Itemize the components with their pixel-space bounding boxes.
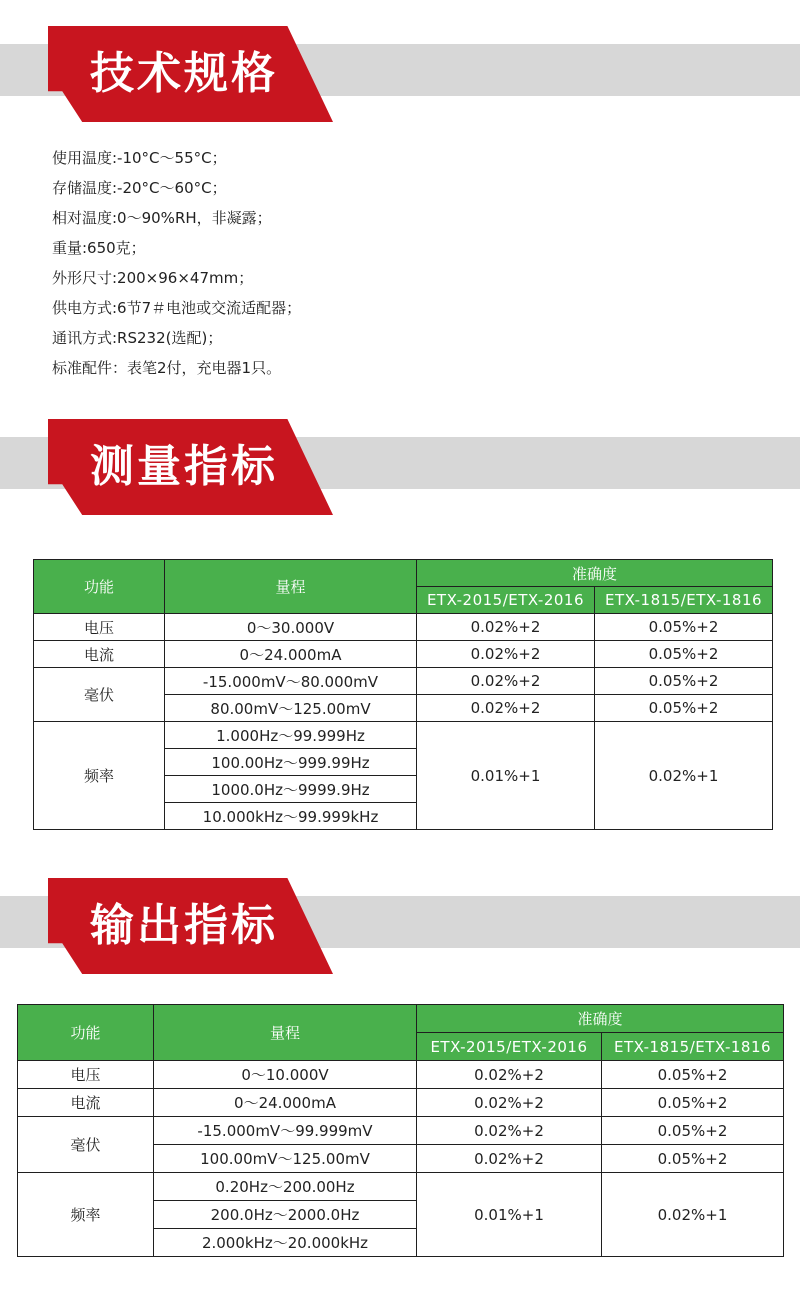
- cell-function: 电压: [34, 614, 165, 641]
- table-row: [18, 1061, 784, 1089]
- cell-accuracy-a: 0.02%+2: [417, 1117, 602, 1145]
- table-row: [34, 641, 773, 668]
- cell-accuracy-a: 0.02%+2: [417, 1089, 602, 1117]
- cell-accuracy-a: 0.02%+2: [417, 695, 595, 722]
- spec-item: 相对温度:0～90%RH，非凝露；: [52, 209, 272, 227]
- cell-function: 电压: [18, 1061, 154, 1089]
- cell-accuracy-b: 0.05%+2: [602, 1145, 784, 1173]
- cell-function: 电流: [18, 1089, 154, 1117]
- cell-accuracy-b: 0.02%+1: [602, 1173, 784, 1257]
- table-row: [18, 1173, 784, 1201]
- cell-range: 0～30.000V: [165, 614, 417, 641]
- cell-function: 频率: [18, 1173, 154, 1257]
- specs-title: 技术规格: [90, 48, 278, 99]
- cell-range: 0～10.000V: [154, 1061, 417, 1089]
- cell-accuracy-b: 0.02%+1: [595, 722, 773, 830]
- spec-item: 通讯方式:RS232(选配)；: [52, 329, 223, 347]
- header-accuracy: 准确度: [417, 1005, 784, 1033]
- table-row: [18, 1117, 784, 1145]
- output-banner: [0, 878, 800, 974]
- cell-function: 毫伏: [18, 1117, 154, 1173]
- output-title: 输出指标: [90, 900, 278, 951]
- spec-item: 标准配件：表笔2付，充电器1只。: [52, 359, 282, 377]
- spec-item: 重量:650克；: [52, 239, 146, 257]
- cell-function: 频率: [34, 722, 165, 830]
- cell-range: 0.20Hz～200.00Hz: [154, 1173, 417, 1201]
- spec-list: [52, 143, 301, 383]
- cell-range: 1000.0Hz～9999.9Hz: [165, 776, 417, 803]
- output-table: [17, 1004, 784, 1257]
- table-header-row: [34, 560, 773, 587]
- cell-accuracy-b: 0.05%+2: [595, 641, 773, 668]
- cell-accuracy-a: 0.01%+1: [417, 722, 595, 830]
- cell-range: 1.000Hz～99.999Hz: [165, 722, 417, 749]
- spec-item: 供电方式:6节7＃电池或交流适配器；: [52, 299, 302, 317]
- cell-range: 2.000kHz～20.000kHz: [154, 1229, 417, 1257]
- cell-function: 电流: [34, 641, 165, 668]
- header-model-b: ETX-1815/ETX-1816: [602, 1033, 784, 1061]
- cell-range: 200.0Hz～2000.0Hz: [154, 1201, 417, 1229]
- cell-range: -15.000mV～99.999mV: [154, 1117, 417, 1145]
- header-function: 功能: [18, 1005, 154, 1061]
- header-range: 量程: [154, 1005, 417, 1061]
- spec-item: 存储温度:-20°C～60°C；: [52, 179, 227, 197]
- cell-range: 100.00mV～125.00mV: [154, 1145, 417, 1173]
- header-model-a: ETX-2015/ETX-2016: [417, 1033, 602, 1061]
- header-model-b: ETX-1815/ETX-1816: [595, 587, 773, 614]
- table-row: [34, 614, 773, 641]
- header-model-a: ETX-2015/ETX-2016: [417, 587, 595, 614]
- cell-accuracy-a: 0.02%+2: [417, 1061, 602, 1089]
- cell-accuracy-a: 0.02%+2: [417, 641, 595, 668]
- table-row: [34, 668, 773, 695]
- measure-table: [33, 559, 773, 830]
- header-function: 功能: [34, 560, 165, 614]
- cell-accuracy-a: 0.02%+2: [417, 614, 595, 641]
- table-row: [18, 1089, 784, 1117]
- cell-range: 0～24.000mA: [154, 1089, 417, 1117]
- table-header-row: [18, 1005, 784, 1033]
- cell-range: 100.00Hz～999.99Hz: [165, 749, 417, 776]
- cell-function: 毫伏: [34, 668, 165, 722]
- header-accuracy: 准确度: [417, 560, 773, 587]
- table-row: [34, 722, 773, 749]
- cell-accuracy-a: 0.02%+2: [417, 1145, 602, 1173]
- cell-accuracy-a: 0.01%+1: [417, 1173, 602, 1257]
- cell-accuracy-b: 0.05%+2: [595, 668, 773, 695]
- cell-accuracy-b: 0.05%+2: [602, 1089, 784, 1117]
- cell-accuracy-a: 0.02%+2: [417, 668, 595, 695]
- cell-accuracy-b: 0.05%+2: [602, 1117, 784, 1145]
- spec-item: 外形尺寸:200×96×47mm；: [52, 269, 254, 287]
- cell-range: 0～24.000mA: [165, 641, 417, 668]
- cell-accuracy-b: 0.05%+2: [595, 614, 773, 641]
- specs-banner: [0, 26, 800, 122]
- cell-range: 10.000kHz～99.999kHz: [165, 803, 417, 830]
- measure-banner: [0, 419, 800, 515]
- measure-title: 测量指标: [90, 441, 278, 492]
- header-range: 量程: [165, 560, 417, 614]
- cell-accuracy-b: 0.05%+2: [602, 1061, 784, 1089]
- cell-range: -15.000mV～80.000mV: [165, 668, 417, 695]
- cell-range: 80.00mV～125.00mV: [165, 695, 417, 722]
- cell-accuracy-b: 0.05%+2: [595, 695, 773, 722]
- spec-item: 使用温度:-10°C～55°C；: [52, 149, 227, 167]
